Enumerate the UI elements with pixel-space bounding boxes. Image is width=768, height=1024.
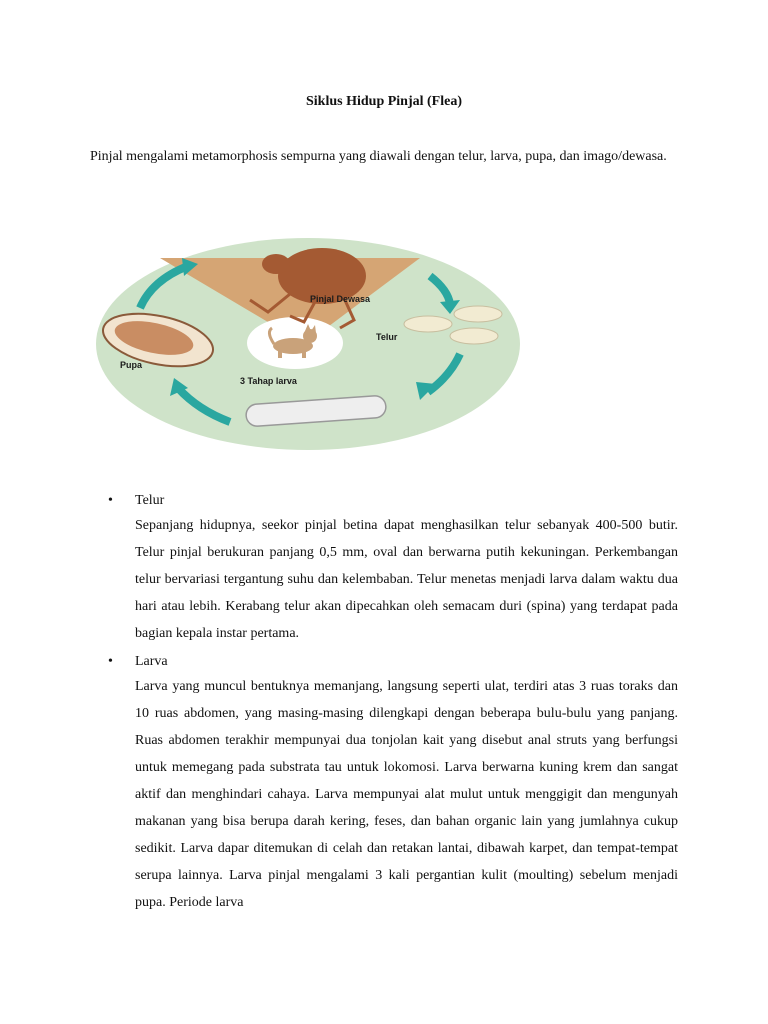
section-heading: Telur xyxy=(135,493,165,508)
bullet-icon: • xyxy=(108,654,113,669)
label-larva: 3 Tahap larva xyxy=(240,376,297,386)
label-egg: Telur xyxy=(376,332,398,342)
label-adult: Pinjal Dewasa xyxy=(310,294,371,304)
section-heading: Larva xyxy=(135,654,168,669)
bullet-icon: • xyxy=(108,493,113,508)
egg-icon xyxy=(450,328,498,344)
section-paragraph: Sepanjang hidupnya, seekor pinjal betina dapat menghasilkan telur sebanyak 400-500 butir. Telur pinjal berukuran panjang 0,5 mm, oval dan berwarna putih kekuningan. Perkembangan telur bervariasi tergantung suhu dan kelembaban. Telur menetas menjadi larva dalam waktu dua hari atau lebih. Kerabang telur akan dipecahkan oleh semacam duri (spina) yang terdapat pada bagian kepala instar pertama. xyxy=(135,518,678,641)
section-paragraph: Larva yang muncul bentuknya memanjang, langsung seperti ulat, terdiri atas 3 ruas toraks dan 10 ruas abdomen, yang masing-masing dilengkapi dengan beberapa bulu-bulu yang panjang. Ruas abdomen terakhir mempunyai dua tonjolan kait yang disebut anal struts yang berfungsi untuk memegang pada substrata tau untuk lokomosi. Larva berwarna kuning krem dan sangat aktif dan menghindari cahaya. Larva mempunyai alat mulut untuk menggigit dan mengunyah makanan yang bisa berupa darah kering, feses, dan bahan organic lain yang jumlahnya cukup sedikit. Larva dapar ditemukan di celah dan retakan lantai, dibawah karpet, dan tempat-tempat serupa lainnya. Larva pinjal mengalami 3 kali pergantian kulit (moulting) sebelum menjadi pupa. Periode larva xyxy=(135,679,678,910)
intro-paragraph: Pinjal mengalami metamorphosis sempurna yang diawali dengan telur, larva, pupa, dan imago/dewasa. xyxy=(90,149,667,164)
life-cycle-diagram xyxy=(90,236,526,452)
page-title: Siklus Hidup Pinjal (Flea) xyxy=(306,94,462,109)
egg-icon xyxy=(404,316,452,332)
life-cycle-figure xyxy=(90,236,526,452)
egg-icon xyxy=(454,306,502,322)
label-pupa: Pupa xyxy=(120,360,143,370)
